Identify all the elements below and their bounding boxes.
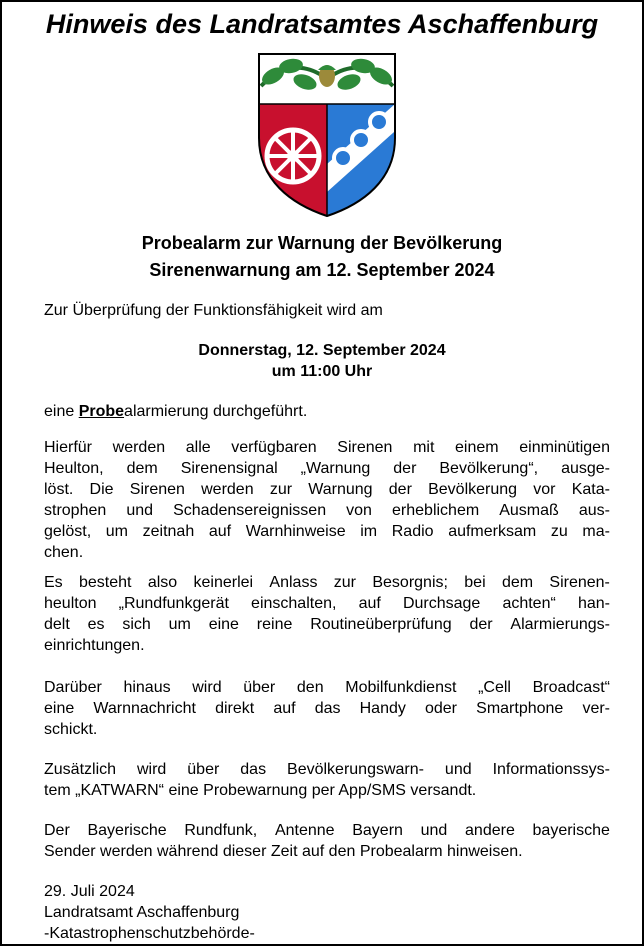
paragraph-no-concern: [44, 572, 610, 656]
word: andere: [465, 822, 515, 839]
word: han-: [577, 595, 610, 612]
word: bei: [464, 574, 486, 591]
text-line: [44, 542, 610, 563]
word: zur: [269, 481, 293, 498]
word: Sender: [44, 843, 96, 860]
subtitle-line-1: Probealarm zur Warnung der Bevölkerung: [141, 233, 503, 253]
word: im: [360, 523, 378, 540]
intro-text: Zur Überprüfung der Funktionsfähigkeit wird am: [44, 302, 383, 319]
word: „Rundfunkgerät: [118, 595, 229, 612]
footer-department: -Katastrophenschutzbehörde-: [44, 925, 255, 942]
word: hinaus: [123, 679, 171, 696]
word: auf: [301, 843, 325, 860]
footer-date: 29. Juli 2024: [44, 883, 135, 900]
word: Der: [44, 822, 70, 839]
text-line: [44, 572, 610, 593]
text-line: [44, 820, 610, 841]
word: Zusätzlich: [44, 761, 117, 778]
word: Heulton,: [44, 460, 104, 477]
word: delt: [44, 616, 70, 633]
word: Kata-: [571, 481, 610, 498]
word: Darüber: [44, 679, 102, 696]
word: einrichtungen.: [44, 637, 145, 654]
footer-office: Landratsamt Aschaffenburg: [44, 904, 240, 921]
word: Besorgnis;: [372, 574, 448, 591]
word: Sirenen: [129, 481, 185, 498]
word: werden: [112, 439, 166, 456]
word: strophen: [44, 502, 107, 519]
text-line: [44, 437, 610, 458]
word: erheblichem: [392, 502, 480, 519]
word: Warnnachricht: [93, 700, 196, 717]
word: einminütigen: [519, 439, 610, 456]
word: Schadensereignissen: [173, 502, 327, 519]
word: auf: [208, 523, 232, 540]
word: einem: [455, 439, 499, 456]
text-line: [44, 698, 610, 719]
word: Durchsage: [402, 595, 481, 612]
word: der: [393, 460, 417, 477]
word: vor: [533, 481, 556, 498]
word: das: [314, 700, 341, 717]
text-line: [44, 759, 610, 780]
word: und: [420, 822, 448, 839]
word: um: [105, 523, 128, 540]
text-line: [44, 479, 610, 500]
paragraph-broadcasters: [44, 820, 610, 862]
word: also: [147, 574, 178, 591]
word: versandt.: [410, 782, 477, 799]
word: sich: [122, 616, 151, 633]
word: Broadcast“: [532, 679, 610, 696]
alarm-date: Donnerstag, 12. September 2024: [198, 342, 446, 359]
word: reine: [256, 616, 293, 633]
word: Mobilfunkdienst: [345, 679, 457, 696]
word: eine: [208, 616, 239, 633]
word: Handy: [359, 700, 406, 717]
paragraph-katwarn: [44, 759, 610, 801]
word: Es: [44, 574, 63, 591]
word: „KATWARN“: [75, 782, 164, 799]
word: heulton: [44, 595, 97, 612]
word: Anlass: [269, 574, 318, 591]
word: zeitnah: [142, 523, 195, 540]
probe-word: Probe: [78, 403, 125, 420]
paragraph-sirens: [44, 437, 610, 563]
word: auf: [358, 595, 381, 612]
word: aufmerksam: [448, 523, 537, 540]
word: dem: [501, 574, 534, 591]
word: Warnhinweise: [245, 523, 346, 540]
alarm-time: um 11:00 Uhr: [271, 363, 373, 380]
word: und: [444, 761, 472, 778]
word: von: [346, 502, 372, 519]
word: den: [296, 679, 324, 696]
text-line: [44, 500, 610, 521]
word: Smartphone: [476, 700, 564, 717]
text-line: [44, 719, 610, 740]
word: oder: [424, 700, 458, 717]
word: hinweisen.: [446, 843, 523, 860]
text-line: [44, 780, 610, 801]
word: eine: [44, 700, 75, 717]
word: Alarmierungs-: [510, 616, 610, 633]
word: Radio: [391, 523, 434, 540]
word: das: [240, 761, 267, 778]
word: Rundfunk,: [184, 822, 258, 839]
word: keinerlei: [193, 574, 254, 591]
word: gelöst,: [44, 523, 92, 540]
word: Hierfür: [44, 439, 93, 456]
text-line: [44, 677, 610, 698]
word: der: [469, 616, 493, 633]
word: werden: [201, 481, 254, 498]
word: es: [87, 616, 105, 633]
word: den: [328, 843, 356, 860]
probe-prefix: eine: [44, 403, 79, 420]
word: tem: [44, 782, 71, 799]
text-line: [44, 614, 610, 635]
word: per: [311, 782, 335, 799]
word: verfügbaren: [231, 439, 317, 456]
word: über: [243, 679, 276, 696]
word: dem: [126, 460, 158, 477]
word: aus-: [578, 502, 610, 519]
word: werden: [100, 843, 153, 860]
word: besteht: [79, 574, 132, 591]
word: Informationssys-: [492, 761, 610, 778]
word: bayerische: [532, 822, 610, 839]
word: wird: [192, 679, 222, 696]
text-line: [44, 635, 610, 656]
word: achten“: [502, 595, 556, 612]
word: während: [156, 843, 219, 860]
word: schickt.: [44, 721, 98, 738]
coat-of-arms-icon: [251, 52, 403, 218]
text-line: [44, 458, 610, 479]
word: direkt: [215, 700, 255, 717]
word: Zeit: [270, 843, 298, 860]
word: ausge-: [561, 460, 610, 477]
text-line: [44, 841, 610, 862]
word: Warnung: [308, 481, 373, 498]
probe-sentence: [44, 401, 610, 422]
page-title: Hinweis des Landratsamtes Aschaffenburg: [45, 9, 599, 39]
word: „Warnung: [300, 460, 371, 477]
word: wird: [136, 761, 167, 778]
text-line: [44, 521, 610, 542]
word: Antenne: [274, 822, 335, 839]
probe-suffix: alarmierung durchgeführt.: [124, 403, 308, 420]
word: App/SMS: [338, 782, 406, 799]
word: um: [168, 616, 191, 633]
word: mit: [413, 439, 435, 456]
word: Routineüberprüfung: [310, 616, 452, 633]
word: Die: [89, 481, 114, 498]
word: ver-: [582, 700, 610, 717]
word: über: [187, 761, 220, 778]
word: Ausmaß: [499, 502, 559, 519]
word: zur: [333, 574, 357, 591]
word: auf: [273, 700, 296, 717]
word: „Cell: [478, 679, 511, 696]
word: Sirenen: [337, 439, 393, 456]
word: Sirenensignal: [180, 460, 278, 477]
paragraph-cell-broadcast: [44, 677, 610, 740]
word: Bayern: [352, 822, 403, 839]
word: ma-: [582, 523, 610, 540]
word: Bevölkerung: [428, 481, 518, 498]
word: löst.: [44, 481, 74, 498]
subtitle-line-2: Sirenenwarnung am 12. September 2024: [149, 260, 495, 280]
word: Bevölkerungswarn-: [287, 761, 424, 778]
word: chen.: [44, 544, 84, 561]
text-line: [44, 593, 610, 614]
word: Sirenen-: [549, 574, 610, 591]
word: dieser: [222, 843, 267, 860]
word: Bevölkerung“,: [439, 460, 539, 477]
word: eine: [168, 782, 199, 799]
word: einschalten,: [251, 595, 337, 612]
word: Probealarm: [359, 843, 443, 860]
word: Bayerische: [87, 822, 167, 839]
word: der: [388, 481, 412, 498]
word: Probewarnung: [203, 782, 308, 799]
word: zu: [550, 523, 568, 540]
word: und: [126, 502, 154, 519]
word: alle: [185, 439, 211, 456]
